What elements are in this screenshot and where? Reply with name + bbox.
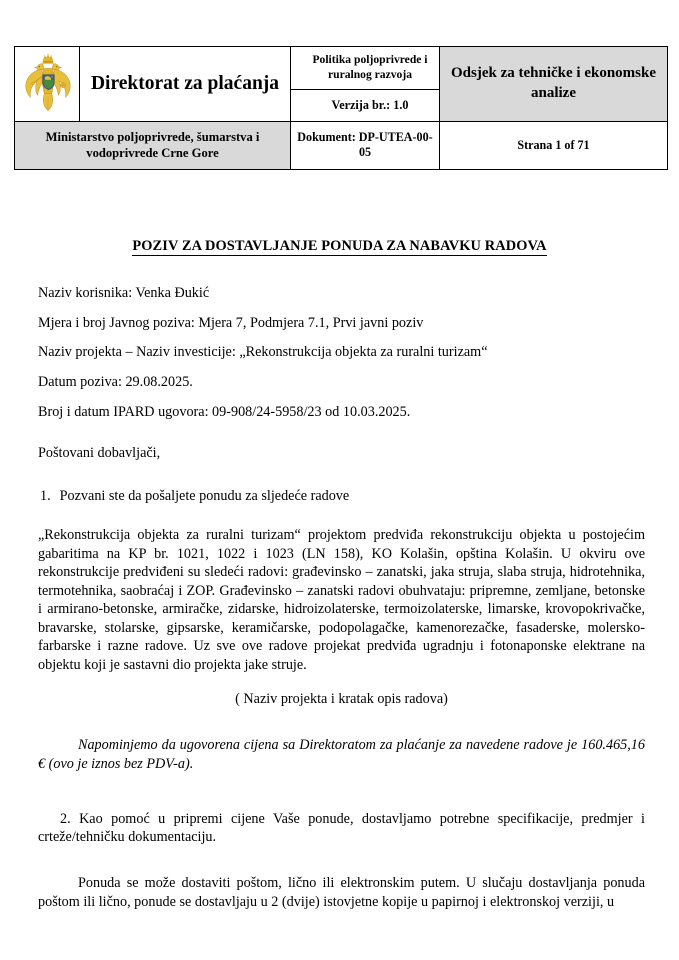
policy-version-inner-table xyxy=(291,47,449,121)
document-number-cell: Dokument: DP-UTEA-00-05 xyxy=(291,121,440,169)
document-body xyxy=(38,286,645,912)
page-title-text: POZIV ZA DOSTAVLJANJE PONUDA ZA NABAVKU RADOVA xyxy=(132,238,547,254)
policy-row xyxy=(291,47,449,89)
document-header-table xyxy=(14,46,668,170)
scope-paragraph: „Rekonstrukcija objekta za ruralni turizam“ projektom predviđa rekonstrukciju objekta u postojećim gabaritima na KP br. 1021, 1022 i 1023 (LN 158), KO Kolašin, opština Kolašin. U okviru ove rekonstrukcije predviđeni su sledeći radovi: građevinsko – zanatski, jaka struja, slaba struja, hidrotehnika, termotehnika, saobraćaj i ZOP. Građevinsko – zanatski radovi obuhvataju: pripremne, zemljane, betonske i armirano-betonske, armiračke, zidarske, hidroizolaterske, termoizolaterske, limarske, krovopokrivačke, bravarske, stolarske, gipsarske, keramičarske, podopolagačke, kamenorezačke, fasaderske, molersko-farbarske i razne radove. Uz sve ove radove projekat predviđa ugradnju i fotonaponske elektrane na objektu koji je sastavni dio projekta jake struje. xyxy=(38,527,645,673)
montenegro-coat-of-arms-icon xyxy=(22,53,74,115)
meta-line-date: Datum poziva: 29.08.2025. xyxy=(38,374,193,391)
item-1-text: Pozvani ste da pošaljete ponudu za sljedeće radove xyxy=(59,488,350,505)
ministry-name-cell: Ministarstvo poljoprivrede, šumarstva i vodoprivrede Crne Gore xyxy=(15,121,291,169)
page-number-cell: Strana 1 of 71 xyxy=(440,121,668,169)
meta-line-measure: Mjera i broj Javnog poziva: Mjera 7, Podmjera 7.1, Prvi javni poziv xyxy=(38,314,424,331)
price-note-paragraph: Napominjemo da ugovorena cijena sa Direktoratom za plaćanje za navedene radove je 160.465,16 € (ovo je iznos bez PDV-a). xyxy=(38,737,645,772)
policy-version-cell xyxy=(291,47,440,122)
page-title xyxy=(0,238,679,255)
meta-line-project: Naziv projekta – Naziv investicije: „Rekonstrukcija objekta za ruralni turizam“ xyxy=(38,344,488,361)
salutation: Poštovani dobavljači, xyxy=(38,445,161,462)
meta-line-beneficiary: Naziv korisnika: Venka Đukić xyxy=(38,285,210,301)
version-label: Verzija br.: 1.0 xyxy=(291,89,449,121)
policy-label: Politika poljoprivrede i ruralnog razvoja xyxy=(291,47,449,89)
department-title-cell: Odsjek za tehničke i ekonomske analize xyxy=(440,47,668,122)
item-1 xyxy=(38,489,645,503)
version-row xyxy=(291,89,449,121)
item-1-number: 1. xyxy=(40,488,51,505)
item-2-paragraph: 2. Kao pomoć u pripremi cijene Vaše ponude, dostavljamo potrebne specifikacije, predmjer i crteže/tehničku dokumentaciju. xyxy=(38,810,645,846)
scope-caption: ( Naziv projekta i kratak opis radova) xyxy=(235,691,448,708)
coat-of-arms-cell xyxy=(15,47,80,122)
header-row-top xyxy=(15,47,668,122)
header-row-bottom xyxy=(15,121,668,169)
meta-line-contract: Broj i datum IPARD ugovora: 09-908/24-5958/23 od 10.03.2025. xyxy=(38,403,411,420)
delivery-paragraph: Ponuda se može dostaviti poštom, lično ili elektronskim putem. U slučaju dostavljanja ponuda poštom ili lično, ponude se dostavljaju u 2 (dvije) istovjetne kopije u papirnoj i elektronskoj verziji, u xyxy=(38,875,645,910)
directorate-title-cell: Direktorat za plaćanja xyxy=(80,47,291,122)
